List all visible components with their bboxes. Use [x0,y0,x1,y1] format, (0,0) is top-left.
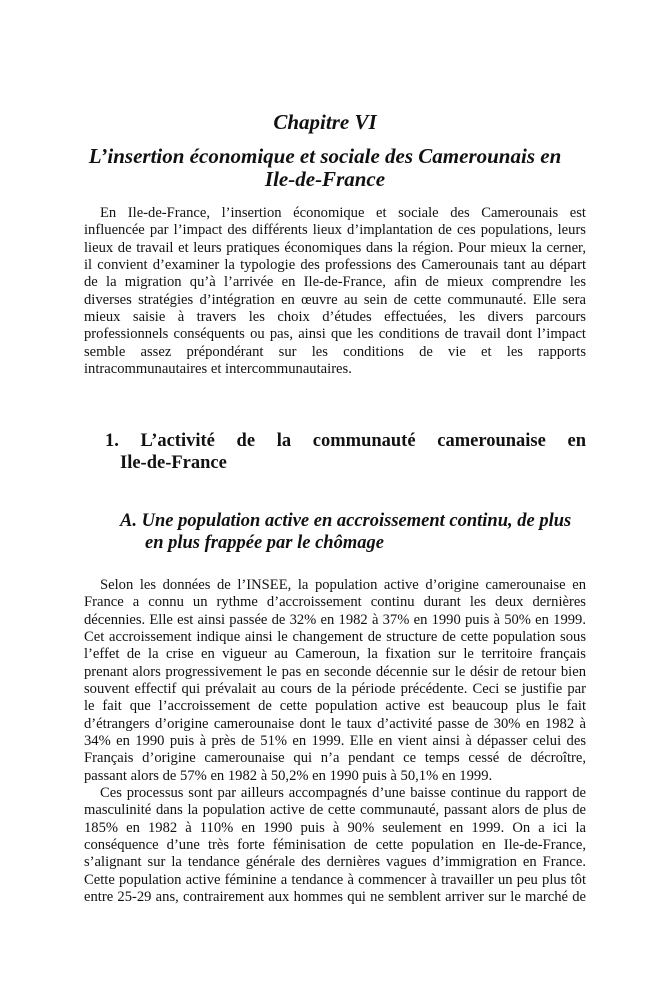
text-line: Selon les données de l’INSEE, la population active d’origine camerounaise en [100,577,586,593]
text-line: Cette population active féminine a tendance à commencer à travailler un peu plus tôt [84,871,586,888]
text-line: lieux de travail et leurs pratiques économiques dans la région. Pour mieux la cerner, [84,239,586,256]
text-line: entre 25-29 ans, contrairement aux hommes qui ne semblent arriver sur le marché de [84,889,586,906]
intro-paragraph [84,205,586,378]
text-line: mieux saisie à travers les choix d’études effectuées, les divers parcours [84,309,586,326]
text-line: professionnels conséquents ou pas, ainsi que les conditions de travail dont l’impact [84,326,586,343]
section-heading-line: Ile-de-France [120,453,227,473]
text-line: il convient d’examiner la typologie des professions des Camerounais tant au départ [84,257,586,274]
text-line: conséquence d’une très forte féminisation de cette population en Ile-de-France, [84,837,586,854]
text-line: s’alignant sur la tendance générale des dernières vagues d’immigration en France. [84,854,586,871]
paragraph-2 [84,577,586,785]
chapter-title-line: L’insertion économique et sociale des Camerounais en [88,144,562,168]
text-line: de la migration qu’à l’arrivée en Ile-de-France, afin de mieux comprendre les [84,274,586,291]
text-line: Français d’origine camerounaise qui n’a pendant ce temps cessé de décroître, [84,750,586,767]
subsection-heading-line: en plus frappée par le chômage [145,533,384,553]
text-line: masculinité dans la population active de cette communauté, passant alors de plus de [84,802,586,819]
text-line: le fait que l’accroissement de cette population active est beaucoup plus le fait [84,698,586,715]
text-line: En Ile-de-France, l’insertion économique et sociale des Camerounais est [100,205,586,221]
text-line: l’effet de la crise en vigueur au Cameroun, la fixation sur le territoire français [84,646,586,663]
chapter-title-line: Ile-de-France [264,167,386,191]
text-line: passant alors de 57% en 1982 à 50,2% en 1990 puis à 50,1% en 1999. [84,767,493,784]
text-line: semble assez prépondérant sur les conditions de vie et les rapports [84,343,586,360]
text-line: d’étrangers d’origine camerounaise dont le taux d’activité passe de 30% en 1982 à [84,715,586,732]
section-heading-line: 1. L’activité de la communauté camerounaise en [105,431,586,451]
chapter-title [0,145,650,191]
text-line: diverses stratégies d’intégration en œuvre au sein de cette communauté. Elle sera [84,291,586,308]
text-line: Cet accroissement indique ainsi le changement de structure de cette population sous [84,629,586,646]
text-line: 34% en 1990 puis à près de 51% en 1999. Elle en vient ainsi à dépasser celui des [84,733,586,750]
chapter-label: Chapitre VI [273,110,377,134]
section-heading [105,430,586,474]
subsection-heading-line: A. Une population active en accroissement continu, de plus [120,511,572,531]
text-line: prenant alors progressivement le pas en seconde décennie sur le désir de retour bien [84,663,586,680]
subsection-heading [120,510,572,554]
text-line: 185% en 1982 à 110% en 1990 puis à 90% seulement en 1999. On a ici la [84,819,586,836]
text-line: Ces processus sont par ailleurs accompagnés d’une baisse continue du rapport de [100,785,586,801]
paragraph-3 [84,785,586,906]
text-line: souvent effectif qui prévalait au cours de la période précédente. Ceci se justifie par [84,681,586,698]
text-line: intracommunautaires et intercommunautaires. [84,361,352,378]
text-line: influencée par l’impact des différents lieux d’implantation de ces populations, leurs [84,222,586,239]
text-line: France a connu un rythme d’accroissement continu durant les deux dernières [84,594,586,611]
text-line: décennies. Elle est ainsi passée de 32% en 1982 à 37% en 1990 puis à 50% en 1999. [84,611,586,628]
